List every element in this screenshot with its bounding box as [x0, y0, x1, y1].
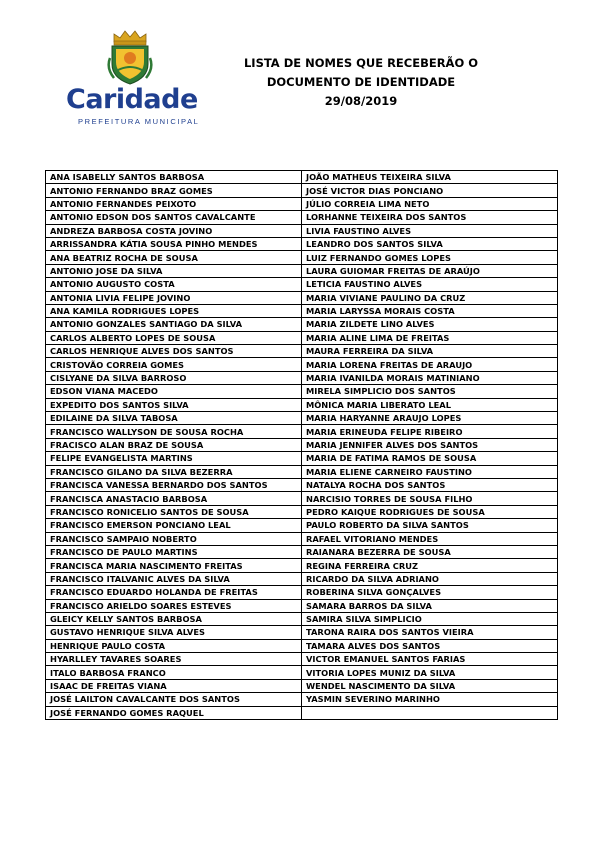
table-row — [46, 425, 558, 438]
name-cell-left: EXPEDITO DOS SANTOS SILVA — [46, 398, 302, 411]
page-header — [0, 0, 600, 160]
name-cell-left: ANTONIA LIVIA FELIPE JOVINO — [46, 291, 302, 304]
name-cell-left: CRISTOVÃO CORREIA GOMES — [46, 358, 302, 371]
name-cell-right: JOSÉ VICTOR DIAS PONCIANO — [302, 184, 558, 197]
table-row — [46, 358, 558, 371]
name-cell-right: JOÃO MATHEUS TEIXEIRA SILVA — [302, 171, 558, 184]
name-cell-left: FRANCISCO RONICELIO SANTOS DE SOUSA — [46, 505, 302, 518]
name-cell-right: MARIA ERINEUDA FELIPE RIBEIRO — [302, 425, 558, 438]
table-row — [46, 371, 558, 384]
name-cell-left: FRANCISCO ITALVANIC ALVES DA SILVA — [46, 572, 302, 585]
name-cell-right: LUIZ FERNANDO GOMES LOPES — [302, 251, 558, 264]
table-row — [46, 304, 558, 317]
name-cell-right: ROBERINA SILVA GONÇALVES — [302, 586, 558, 599]
name-cell-right: RICARDO DA SILVA ADRIANO — [302, 572, 558, 585]
name-cell-left: HYARLLEY TAVARES SOARES — [46, 653, 302, 666]
name-cell-left: ANTONIO JOSE DA SILVA — [46, 264, 302, 277]
name-cell-right: LAURA GUIOMAR FREITAS DE ARAÚJO — [302, 264, 558, 277]
table-row — [46, 706, 558, 719]
name-cell-left: FRANCISCO ARIELDO SOARES ESTEVES — [46, 599, 302, 612]
name-cell-left: ANTONIO GONZALES SANTIAGO DA SILVA — [46, 318, 302, 331]
table-row — [46, 519, 558, 532]
name-cell-left: FRANCISCO WALLYSON DE SOUSA ROCHA — [46, 425, 302, 438]
name-cell-left: FRANCISCO EMERSON PONCIANO LEAL — [46, 519, 302, 532]
table-row — [46, 559, 558, 572]
name-cell-right: MARIA ELIENE CARNEIRO FAUSTINO — [302, 465, 558, 478]
name-cell-right: MAURA FERREIRA DA SILVA — [302, 345, 558, 358]
name-cell-left: ANTONIO FERNANDO BRAZ GOMES — [46, 184, 302, 197]
name-cell-right: MARIA DE FATIMA RAMOS DE SOUSA — [302, 452, 558, 465]
table-row — [46, 197, 558, 210]
name-cell-left: ITALO BARBOSA FRANCO — [46, 666, 302, 679]
name-cell-left: ANA ISABELLY SANTOS BARBOSA — [46, 171, 302, 184]
name-cell-right: JÚLIO CORREIA LIMA NETO — [302, 197, 558, 210]
name-cell-right: LETICIA FAUSTINO ALVES — [302, 278, 558, 291]
name-cell-right: MARIA HARYANNE ARAUJO LOPES — [302, 412, 558, 425]
table-row — [46, 693, 558, 706]
name-cell-right: PEDRO KAIQUE RODRIGUES DE SOUSA — [302, 505, 558, 518]
name-cell-right: NARCISIO TORRES DE SOUSA FILHO — [302, 492, 558, 505]
name-cell-left: GUSTAVO HENRIQUE SILVA ALVES — [46, 626, 302, 639]
table-row — [46, 385, 558, 398]
table-row — [46, 599, 558, 612]
name-cell-left: FRANCISCA MARIA NASCIMENTO FREITAS — [46, 559, 302, 572]
name-cell-right: REGINA FERREIRA CRUZ — [302, 559, 558, 572]
name-cell-left: FRANCISCO DE PAULO MARTINS — [46, 545, 302, 558]
table-row — [46, 291, 558, 304]
table-row — [46, 465, 558, 478]
name-cell-left: ANDREZA BARBOSA COSTA JOVINO — [46, 224, 302, 237]
table-row — [46, 478, 558, 491]
title-date: 29/08/2019 — [324, 94, 398, 108]
table-row — [46, 224, 558, 237]
name-cell-left: ANTONIO EDSON DOS SANTOS CAVALCANTE — [46, 211, 302, 224]
table-row — [46, 264, 558, 277]
name-cell-left: FELIPE EVANGELISTA MARTINS — [46, 452, 302, 465]
name-cell-left: FRANCISCO GILANO DA SILVA BEZERRA — [46, 465, 302, 478]
name-cell-right: RAIANARA BEZERRA DE SOUSA — [302, 545, 558, 558]
table-row — [46, 251, 558, 264]
table-row — [46, 505, 558, 518]
table-row — [46, 345, 558, 358]
table-row — [46, 532, 558, 545]
name-cell-right: MARIA ALINE LIMA DE FREITAS — [302, 331, 558, 344]
name-cell-right: SAMIRA SILVA SIMPLICIO — [302, 612, 558, 625]
table-row — [46, 438, 558, 451]
name-cell-left: JOSÉ FERNANDO GOMES RAQUEL — [46, 706, 302, 719]
name-cell-right: MARIA LORENA FREITAS DE ARAUJO — [302, 358, 558, 371]
name-cell-left: FRANCISCA ANASTACIO BARBOSA — [46, 492, 302, 505]
table-row — [46, 639, 558, 652]
name-cell-left: CARLOS HENRIQUE ALVES DOS SANTOS — [46, 345, 302, 358]
table-row — [46, 492, 558, 505]
name-cell-left: GLEICY KELLY SANTOS BARBOSA — [46, 612, 302, 625]
table-row — [46, 318, 558, 331]
name-cell-right: LEANDRO DOS SANTOS SILVA — [302, 237, 558, 250]
name-cell-left: CISLYANE DA SILVA BARROSO — [46, 371, 302, 384]
title-line-1: LISTA DE NOMES QUE RECEBERÃO O — [243, 56, 479, 70]
city-crest-icon — [106, 28, 154, 86]
table-row — [46, 398, 558, 411]
table-row — [46, 586, 558, 599]
name-cell-right: MÔNICA MARIA LIBERATO LEAL — [302, 398, 558, 411]
name-cell-left: FRANCISCO EDUARDO HOLANDA DE FREITAS — [46, 586, 302, 599]
name-cell-right: SAMARA BARROS DA SILVA — [302, 599, 558, 612]
names-table — [45, 170, 558, 720]
name-cell-right: MARIA ZILDETE LINO ALVES — [302, 318, 558, 331]
name-cell-right: RAFAEL VITORIANO MENDES — [302, 532, 558, 545]
name-cell-left: JOSÉ LAILTON CAVALCANTE DOS SANTOS — [46, 693, 302, 706]
name-cell-left: ANA KAMILA RODRIGUES LOPES — [46, 304, 302, 317]
name-cell-right — [302, 706, 558, 719]
name-cell-right: TARONA RAIRA DOS SANTOS VIEIRA — [302, 626, 558, 639]
names-table-body — [46, 171, 558, 720]
name-cell-left: FRACISCO ALAN BRAZ DE SOUSA — [46, 438, 302, 451]
table-row — [46, 184, 558, 197]
name-cell-right: VICTOR EMANUEL SANTOS FARIAS — [302, 653, 558, 666]
table-row — [46, 171, 558, 184]
name-cell-left: ARRISSANDRA KÁTIA SOUSA PINHO MENDES — [46, 237, 302, 250]
name-cell-right: TAMARA ALVES DOS SANTOS — [302, 639, 558, 652]
name-cell-left: FRANCISCA VANESSA BERNARDO DOS SANTOS — [46, 478, 302, 491]
city-logo — [62, 28, 202, 128]
name-cell-right: LIVIA FAUSTINO ALVES — [302, 224, 558, 237]
name-cell-left: ISAAC DE FREITAS VIANA — [46, 679, 302, 692]
brand-subtitle: PREFEITURA MUNICIPAL — [78, 117, 200, 126]
name-cell-left: ANTONIO AUGUSTO COSTA — [46, 278, 302, 291]
table-row — [46, 545, 558, 558]
name-cell-right: NATALYA ROCHA DOS SANTOS — [302, 478, 558, 491]
name-cell-right: YASMIN SEVERINO MARINHO — [302, 693, 558, 706]
table-row — [46, 679, 558, 692]
name-cell-left: EDILAINE DA SILVA TABOSA — [46, 412, 302, 425]
name-cell-right: LORHANNE TEIXEIRA DOS SANTOS — [302, 211, 558, 224]
name-cell-left: ANTONIO FERNANDES PEIXOTO — [46, 197, 302, 210]
table-row — [46, 412, 558, 425]
name-cell-left: CARLOS ALBERTO LOPES DE SOUSA — [46, 331, 302, 344]
name-cell-left: HENRIQUE PAULO COSTA — [46, 639, 302, 652]
brand-name: Caridade — [66, 84, 198, 115]
table-row — [46, 653, 558, 666]
title-line-2: DOCUMENTO DE IDENTIDADE — [266, 75, 456, 89]
name-cell-right: MARIA IVANILDA MORAIS MATINIANO — [302, 371, 558, 384]
table-row — [46, 452, 558, 465]
name-cell-right: MARIA VIVIANE PAULINO DA CRUZ — [302, 291, 558, 304]
table-row — [46, 278, 558, 291]
document-title — [216, 54, 506, 111]
name-cell-right: MARIA JENNIFER ALVES DOS SANTOS — [302, 438, 558, 451]
name-cell-right: VITORIA LOPES MUNIZ DA SILVA — [302, 666, 558, 679]
table-row — [46, 211, 558, 224]
name-cell-left: ANA BEATRIZ ROCHA DE SOUSA — [46, 251, 302, 264]
table-row — [46, 666, 558, 679]
name-cell-right: MIRELA SIMPLICIO DOS SANTOS — [302, 385, 558, 398]
name-cell-left: FRANCISCO SAMPAIO NOBERTO — [46, 532, 302, 545]
name-cell-right: WENDEL NASCIMENTO DA SILVA — [302, 679, 558, 692]
table-row — [46, 612, 558, 625]
table-row — [46, 331, 558, 344]
name-cell-right: MARIA LARYSSA MORAIS COSTA — [302, 304, 558, 317]
table-row — [46, 572, 558, 585]
name-cell-left: EDSON VIANA MACEDO — [46, 385, 302, 398]
table-row — [46, 237, 558, 250]
table-row — [46, 626, 558, 639]
name-cell-right: PAULO ROBERTO DA SILVA SANTOS — [302, 519, 558, 532]
